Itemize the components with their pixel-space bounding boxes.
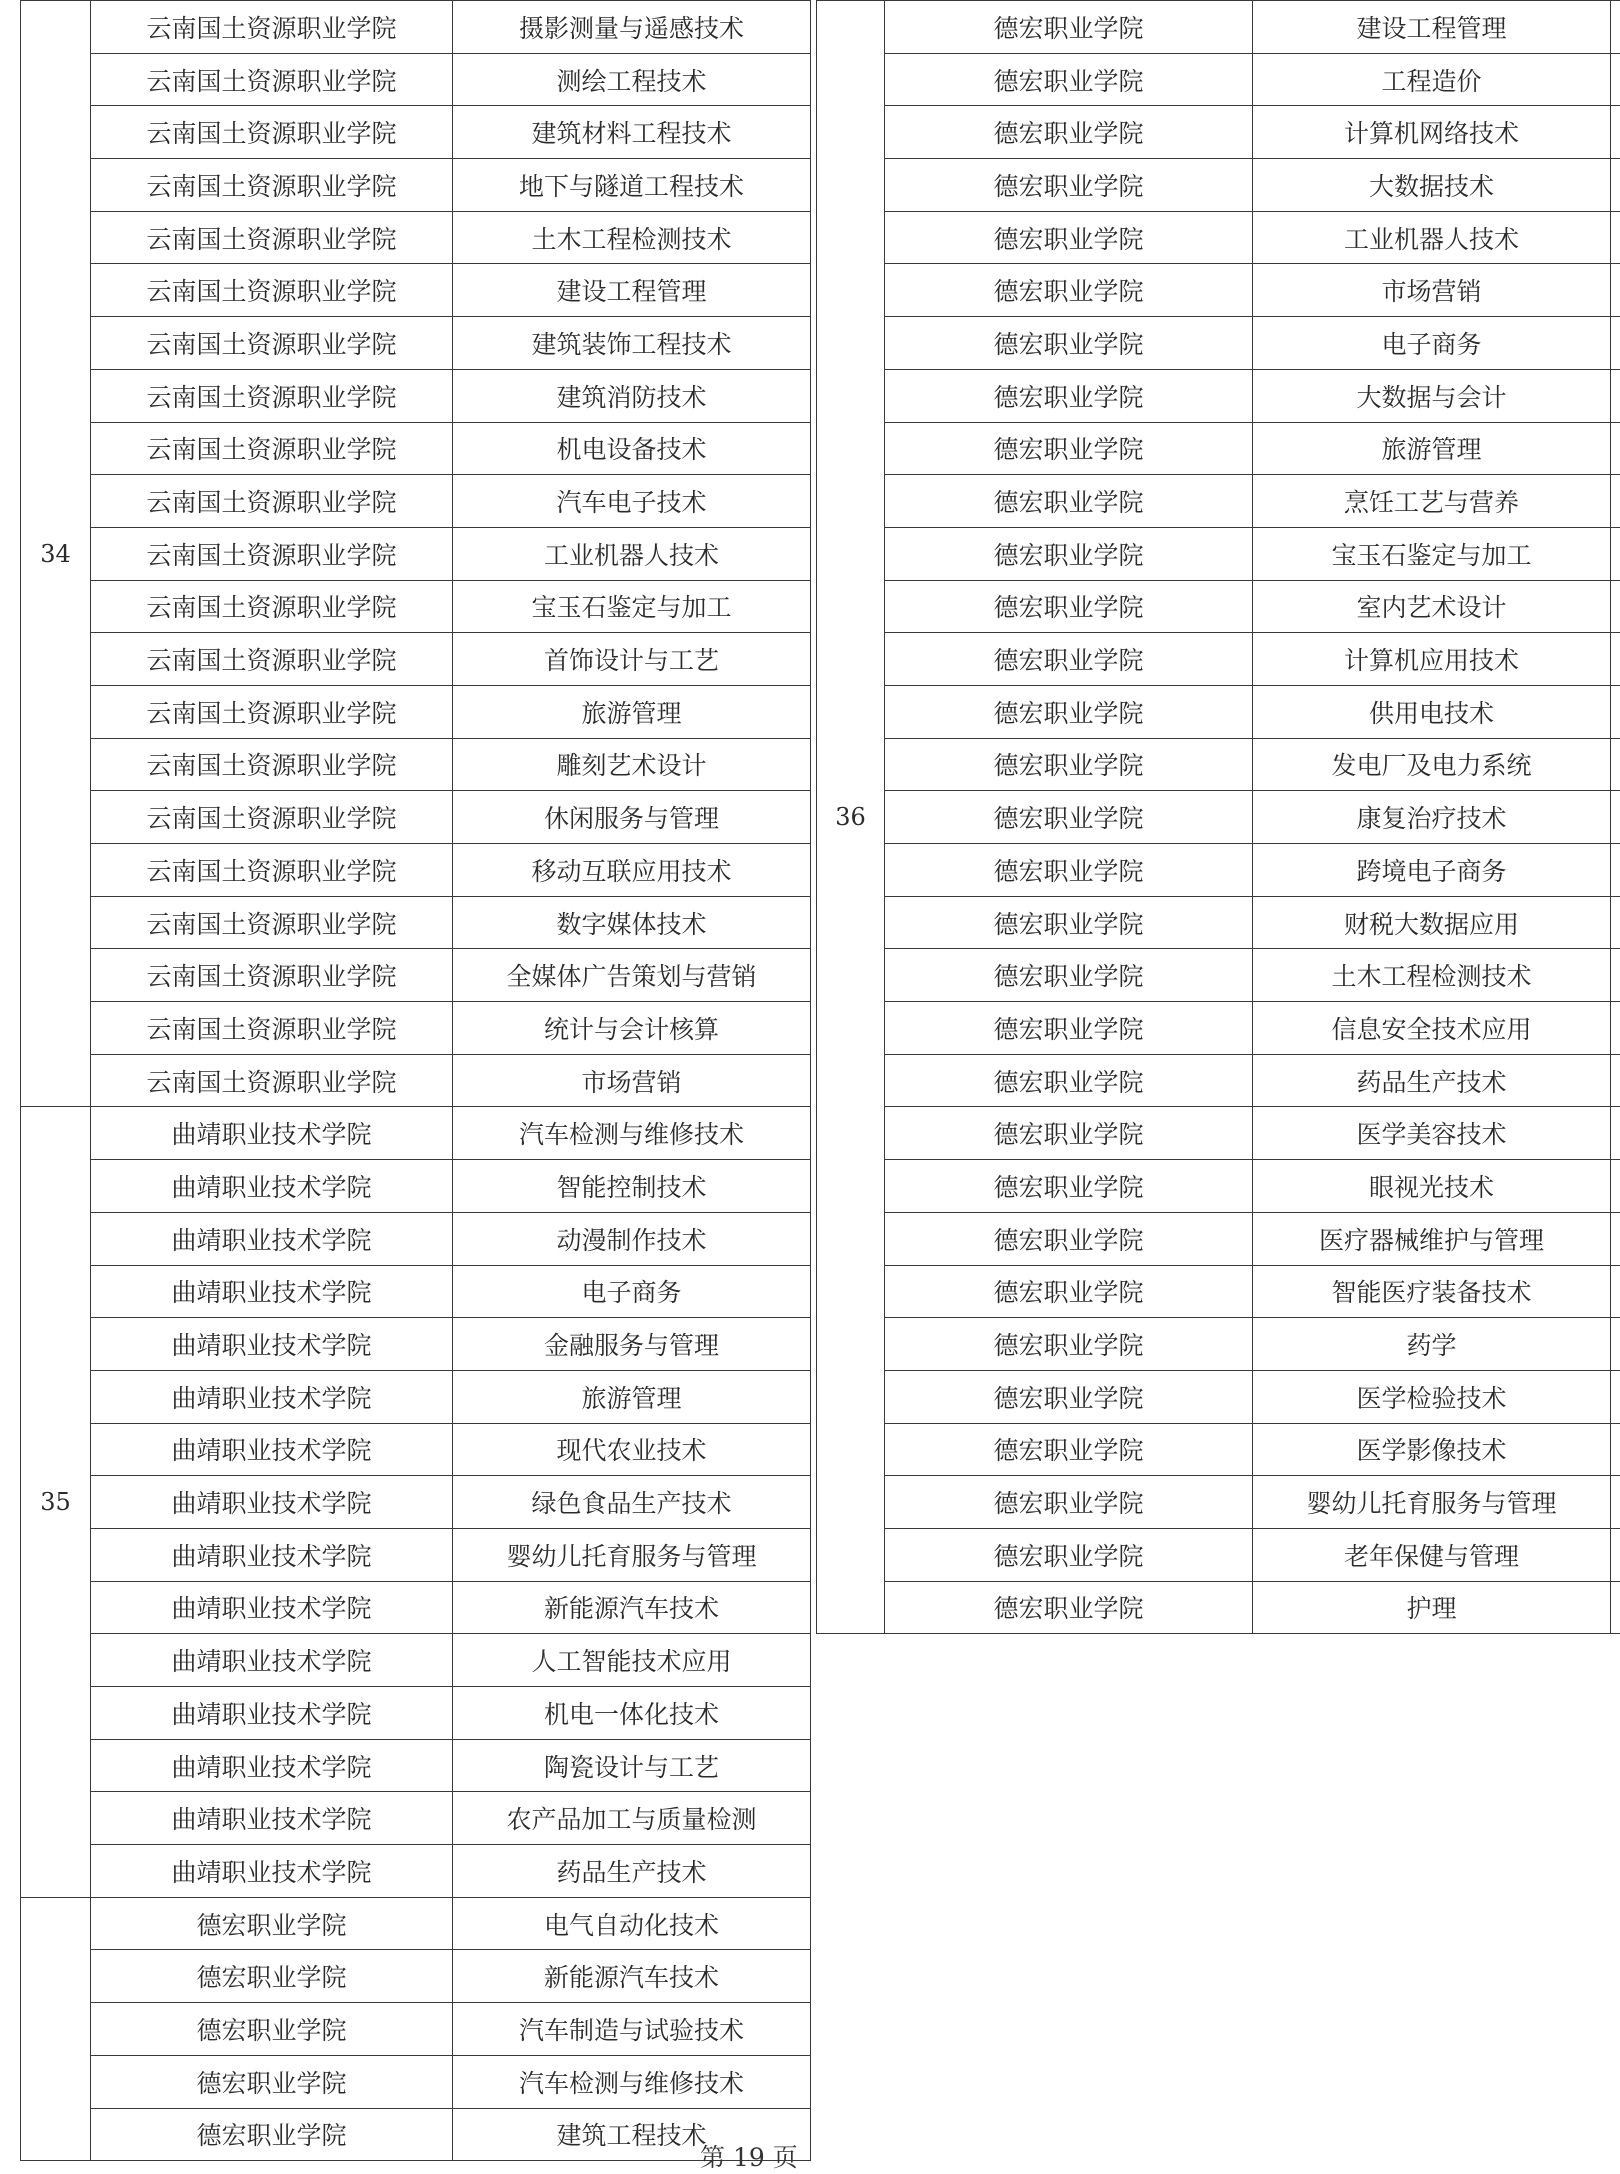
empty-cell bbox=[1611, 949, 1620, 1002]
major-cell: 护理 bbox=[1253, 1581, 1611, 1634]
table-row bbox=[21, 1845, 811, 1898]
college-cell: 曲靖职业技术学院 bbox=[91, 1792, 453, 1845]
college-cell: 德宏职业学院 bbox=[885, 422, 1253, 475]
major-cell: 金融服务与管理 bbox=[453, 1318, 811, 1371]
group-number-cell: 36 bbox=[817, 1, 885, 1634]
college-cell: 德宏职业学院 bbox=[885, 1476, 1253, 1529]
college-cell: 德宏职业学院 bbox=[885, 475, 1253, 528]
table-row bbox=[817, 1, 1620, 54]
table-row bbox=[21, 317, 811, 370]
table-row bbox=[21, 475, 811, 528]
major-cell: 医疗器械维护与管理 bbox=[1253, 1212, 1611, 1265]
major-cell: 人工智能技术应用 bbox=[453, 1634, 811, 1687]
major-cell: 计算机应用技术 bbox=[1253, 633, 1611, 686]
major-cell: 宝玉石鉴定与加工 bbox=[453, 580, 811, 633]
college-cell: 德宏职业学院 bbox=[885, 896, 1253, 949]
table-row bbox=[817, 1054, 1620, 1107]
major-cell: 烹饪工艺与营养 bbox=[1253, 475, 1611, 528]
major-cell: 休闲服务与管理 bbox=[453, 791, 811, 844]
empty-cell bbox=[1611, 53, 1620, 106]
table-row bbox=[817, 1528, 1620, 1581]
college-cell: 曲靖职业技术学院 bbox=[91, 1845, 453, 1898]
college-cell: 云南国土资源职业学院 bbox=[91, 896, 453, 949]
college-cell: 德宏职业学院 bbox=[885, 1318, 1253, 1371]
empty-cell bbox=[1611, 1581, 1620, 1634]
table-row bbox=[817, 1581, 1620, 1634]
major-cell: 摄影测量与遥感技术 bbox=[453, 1, 811, 54]
college-cell: 曲靖职业技术学院 bbox=[91, 1687, 453, 1740]
table-row bbox=[817, 791, 1620, 844]
college-cell: 云南国土资源职业学院 bbox=[91, 844, 453, 897]
table-row bbox=[817, 422, 1620, 475]
empty-cell bbox=[1611, 422, 1620, 475]
table-row bbox=[21, 685, 811, 738]
table-row bbox=[21, 1, 811, 54]
table-row bbox=[817, 211, 1620, 264]
table-row bbox=[21, 844, 811, 897]
college-cell: 德宏职业学院 bbox=[885, 1265, 1253, 1318]
page-number: 第 19 页 bbox=[700, 2138, 798, 2174]
table-row bbox=[817, 159, 1620, 212]
table-row bbox=[817, 844, 1620, 897]
table-row bbox=[21, 949, 811, 1002]
table-row bbox=[817, 949, 1620, 1002]
major-cell: 眼视光技术 bbox=[1253, 1160, 1611, 1213]
major-cell: 智能医疗装备技术 bbox=[1253, 1265, 1611, 1318]
major-cell: 电子商务 bbox=[1253, 317, 1611, 370]
table-row bbox=[817, 317, 1620, 370]
college-cell: 云南国土资源职业学院 bbox=[91, 1054, 453, 1107]
major-cell: 雕刻艺术设计 bbox=[453, 738, 811, 791]
college-cell: 曲靖职业技术学院 bbox=[91, 1528, 453, 1581]
college-cell: 曲靖职业技术学院 bbox=[91, 1634, 453, 1687]
table-row bbox=[21, 738, 811, 791]
table-row bbox=[21, 106, 811, 159]
college-cell: 云南国土资源职业学院 bbox=[91, 527, 453, 580]
table-row bbox=[817, 475, 1620, 528]
empty-cell bbox=[1611, 106, 1620, 159]
empty-cell bbox=[1611, 1265, 1620, 1318]
college-cell: 德宏职业学院 bbox=[885, 53, 1253, 106]
empty-cell bbox=[1611, 633, 1620, 686]
empty-cell bbox=[1611, 1476, 1620, 1529]
major-cell: 汽车检测与维修技术 bbox=[453, 2055, 811, 2108]
college-cell: 曲靖职业技术学院 bbox=[91, 1370, 453, 1423]
college-cell: 德宏职业学院 bbox=[885, 1054, 1253, 1107]
table-row bbox=[21, 1950, 811, 2003]
table-row bbox=[817, 1160, 1620, 1213]
college-cell: 德宏职业学院 bbox=[91, 2108, 453, 2161]
college-cell: 云南国土资源职业学院 bbox=[91, 580, 453, 633]
major-cell: 新能源汽车技术 bbox=[453, 1581, 811, 1634]
major-cell: 市场营销 bbox=[453, 1054, 811, 1107]
major-cell: 计算机网络技术 bbox=[1253, 106, 1611, 159]
table-row bbox=[21, 53, 811, 106]
college-cell: 云南国土资源职业学院 bbox=[91, 1002, 453, 1055]
major-cell: 建筑装饰工程技术 bbox=[453, 317, 811, 370]
table-row bbox=[21, 1897, 811, 1950]
table-row bbox=[817, 1107, 1620, 1160]
table-row bbox=[21, 1002, 811, 1055]
major-cell: 发电厂及电力系统 bbox=[1253, 738, 1611, 791]
college-cell: 德宏职业学院 bbox=[885, 264, 1253, 317]
college-cell: 德宏职业学院 bbox=[885, 949, 1253, 1002]
table-row bbox=[817, 580, 1620, 633]
major-cell: 陶瓷设计与工艺 bbox=[453, 1739, 811, 1792]
major-cell: 婴幼儿托育服务与管理 bbox=[1253, 1476, 1611, 1529]
college-cell: 德宏职业学院 bbox=[885, 633, 1253, 686]
table-row bbox=[21, 1581, 811, 1634]
table-row bbox=[21, 159, 811, 212]
major-cell: 老年保健与管理 bbox=[1253, 1528, 1611, 1581]
empty-cell bbox=[1611, 527, 1620, 580]
table-row bbox=[817, 1423, 1620, 1476]
college-cell: 云南国土资源职业学院 bbox=[91, 791, 453, 844]
college-cell: 曲靖职业技术学院 bbox=[91, 1476, 453, 1529]
major-cell: 统计与会计核算 bbox=[453, 1002, 811, 1055]
major-cell: 康复治疗技术 bbox=[1253, 791, 1611, 844]
major-cell: 建筑消防技术 bbox=[453, 369, 811, 422]
major-cell: 农产品加工与质量检测 bbox=[453, 1792, 811, 1845]
table-row bbox=[21, 527, 811, 580]
group-number-cell bbox=[21, 1897, 91, 2160]
major-cell: 电气自动化技术 bbox=[453, 1897, 811, 1950]
college-cell: 德宏职业学院 bbox=[885, 159, 1253, 212]
college-cell: 曲靖职业技术学院 bbox=[91, 1581, 453, 1634]
major-cell: 数字媒体技术 bbox=[453, 896, 811, 949]
major-cell: 旅游管理 bbox=[453, 685, 811, 738]
college-cell: 云南国土资源职业学院 bbox=[91, 1, 453, 54]
major-cell: 药学 bbox=[1253, 1318, 1611, 1371]
empty-cell bbox=[1611, 1528, 1620, 1581]
college-cell: 云南国土资源职业学院 bbox=[91, 53, 453, 106]
table-row bbox=[21, 1265, 811, 1318]
major-cell: 建筑工程技术 bbox=[453, 2108, 811, 2161]
major-cell: 药品生产技术 bbox=[453, 1845, 811, 1898]
table-row bbox=[21, 369, 811, 422]
major-cell: 新能源汽车技术 bbox=[453, 1950, 811, 2003]
table-row bbox=[21, 2003, 811, 2056]
college-cell: 云南国土资源职业学院 bbox=[91, 949, 453, 1002]
empty-cell bbox=[1611, 1160, 1620, 1213]
college-cell: 曲靖职业技术学院 bbox=[91, 1107, 453, 1160]
major-cell: 绿色食品生产技术 bbox=[453, 1476, 811, 1529]
major-cell: 建设工程管理 bbox=[1253, 1, 1611, 54]
major-cell: 现代农业技术 bbox=[453, 1423, 811, 1476]
college-cell: 云南国土资源职业学院 bbox=[91, 633, 453, 686]
college-cell: 德宏职业学院 bbox=[885, 844, 1253, 897]
table-row bbox=[817, 53, 1620, 106]
major-cell: 工程造价 bbox=[1253, 53, 1611, 106]
college-cell: 德宏职业学院 bbox=[885, 211, 1253, 264]
major-cell: 建设工程管理 bbox=[453, 264, 811, 317]
major-cell: 医学检验技术 bbox=[1253, 1370, 1611, 1423]
table-row bbox=[21, 1318, 811, 1371]
major-cell: 智能控制技术 bbox=[453, 1160, 811, 1213]
table-row bbox=[21, 2055, 811, 2108]
table-row bbox=[817, 685, 1620, 738]
major-cell: 婴幼儿托育服务与管理 bbox=[453, 1528, 811, 1581]
college-cell: 云南国土资源职业学院 bbox=[91, 685, 453, 738]
major-cell: 汽车检测与维修技术 bbox=[453, 1107, 811, 1160]
college-cell: 德宏职业学院 bbox=[885, 369, 1253, 422]
college-cell: 曲靖职业技术学院 bbox=[91, 1265, 453, 1318]
college-cell: 德宏职业学院 bbox=[91, 1897, 453, 1950]
table-row bbox=[817, 738, 1620, 791]
empty-cell bbox=[1611, 369, 1620, 422]
table-row bbox=[21, 1160, 811, 1213]
major-cell: 医学美容技术 bbox=[1253, 1107, 1611, 1160]
major-cell: 全媒体广告策划与营销 bbox=[453, 949, 811, 1002]
college-cell: 曲靖职业技术学院 bbox=[91, 1423, 453, 1476]
college-cell: 云南国土资源职业学院 bbox=[91, 369, 453, 422]
left-table-body bbox=[21, 1, 811, 2161]
empty-cell bbox=[1611, 844, 1620, 897]
major-cell: 动漫制作技术 bbox=[453, 1212, 811, 1265]
major-cell: 建筑材料工程技术 bbox=[453, 106, 811, 159]
empty-cell bbox=[1611, 685, 1620, 738]
college-cell: 德宏职业学院 bbox=[885, 317, 1253, 370]
college-cell: 德宏职业学院 bbox=[885, 738, 1253, 791]
empty-cell bbox=[1611, 317, 1620, 370]
right-table-body bbox=[817, 1, 1620, 1634]
college-cell: 德宏职业学院 bbox=[885, 106, 1253, 159]
empty-cell bbox=[1611, 1107, 1620, 1160]
table-row bbox=[817, 1002, 1620, 1055]
college-cell: 德宏职业学院 bbox=[885, 1423, 1253, 1476]
major-cell: 土木工程检测技术 bbox=[1253, 949, 1611, 1002]
empty-cell bbox=[1611, 264, 1620, 317]
college-cell: 曲靖职业技术学院 bbox=[91, 1318, 453, 1371]
table-row bbox=[817, 633, 1620, 686]
empty-cell bbox=[1611, 1212, 1620, 1265]
college-cell: 德宏职业学院 bbox=[885, 791, 1253, 844]
major-cell: 移动互联应用技术 bbox=[453, 844, 811, 897]
college-cell: 云南国土资源职业学院 bbox=[91, 738, 453, 791]
empty-cell bbox=[1611, 211, 1620, 264]
table-row bbox=[21, 633, 811, 686]
table-row bbox=[817, 527, 1620, 580]
college-cell: 德宏职业学院 bbox=[885, 1107, 1253, 1160]
college-cell: 德宏职业学院 bbox=[885, 1370, 1253, 1423]
empty-cell bbox=[1611, 1, 1620, 54]
major-cell: 工业机器人技术 bbox=[1253, 211, 1611, 264]
table-row bbox=[817, 1476, 1620, 1529]
table-row bbox=[21, 791, 811, 844]
empty-cell bbox=[1611, 475, 1620, 528]
college-cell: 云南国土资源职业学院 bbox=[91, 106, 453, 159]
college-cell: 云南国土资源职业学院 bbox=[91, 211, 453, 264]
table-row bbox=[21, 1370, 811, 1423]
table-row bbox=[21, 1054, 811, 1107]
empty-cell bbox=[1611, 1370, 1620, 1423]
empty-cell bbox=[1611, 791, 1620, 844]
major-cell: 室内艺术设计 bbox=[1253, 580, 1611, 633]
empty-cell bbox=[1611, 1423, 1620, 1476]
table-row bbox=[21, 1739, 811, 1792]
college-cell: 德宏职业学院 bbox=[885, 580, 1253, 633]
college-cell: 德宏职业学院 bbox=[91, 2055, 453, 2108]
college-cell: 德宏职业学院 bbox=[885, 1581, 1253, 1634]
major-cell: 土木工程检测技术 bbox=[453, 211, 811, 264]
major-cell: 首饰设计与工艺 bbox=[453, 633, 811, 686]
college-cell: 德宏职业学院 bbox=[91, 2003, 453, 2056]
college-cell: 德宏职业学院 bbox=[885, 1212, 1253, 1265]
major-cell: 大数据与会计 bbox=[1253, 369, 1611, 422]
table-row bbox=[21, 1528, 811, 1581]
table-row bbox=[817, 896, 1620, 949]
college-cell: 曲靖职业技术学院 bbox=[91, 1739, 453, 1792]
college-cell: 德宏职业学院 bbox=[885, 1528, 1253, 1581]
empty-cell bbox=[1611, 1054, 1620, 1107]
college-cell: 德宏职业学院 bbox=[885, 685, 1253, 738]
major-cell: 市场营销 bbox=[1253, 264, 1611, 317]
table-row bbox=[817, 1318, 1620, 1371]
major-cell: 机电设备技术 bbox=[453, 422, 811, 475]
table-row bbox=[817, 369, 1620, 422]
major-cell: 大数据技术 bbox=[1253, 159, 1611, 212]
empty-cell bbox=[1611, 580, 1620, 633]
table-row bbox=[817, 1212, 1620, 1265]
table-row bbox=[21, 896, 811, 949]
group-number-cell: 35 bbox=[21, 1107, 91, 1897]
empty-cell bbox=[1611, 159, 1620, 212]
table-row bbox=[21, 1423, 811, 1476]
table-row bbox=[21, 211, 811, 264]
empty-cell bbox=[1611, 1002, 1620, 1055]
major-cell: 跨境电子商务 bbox=[1253, 844, 1611, 897]
major-cell: 药品生产技术 bbox=[1253, 1054, 1611, 1107]
college-cell: 云南国土资源职业学院 bbox=[91, 264, 453, 317]
table-row bbox=[21, 1792, 811, 1845]
major-cell: 财税大数据应用 bbox=[1253, 896, 1611, 949]
college-cell: 德宏职业学院 bbox=[885, 1, 1253, 54]
table-row bbox=[817, 1265, 1620, 1318]
major-cell: 医学影像技术 bbox=[1253, 1423, 1611, 1476]
table-row bbox=[21, 1687, 811, 1740]
major-cell: 旅游管理 bbox=[1253, 422, 1611, 475]
college-cell: 德宏职业学院 bbox=[885, 1160, 1253, 1213]
major-cell: 电子商务 bbox=[453, 1265, 811, 1318]
major-cell: 汽车制造与试验技术 bbox=[453, 2003, 811, 2056]
table-row bbox=[21, 1634, 811, 1687]
major-cell: 旅游管理 bbox=[453, 1370, 811, 1423]
table-row bbox=[21, 422, 811, 475]
major-cell: 地下与隧道工程技术 bbox=[453, 159, 811, 212]
major-cell: 供用电技术 bbox=[1253, 685, 1611, 738]
major-cell: 工业机器人技术 bbox=[453, 527, 811, 580]
left-table bbox=[20, 0, 811, 2161]
empty-cell bbox=[1611, 896, 1620, 949]
table-row bbox=[21, 264, 811, 317]
table-row bbox=[21, 2108, 811, 2161]
table-row bbox=[21, 1212, 811, 1265]
group-number-cell: 34 bbox=[21, 1, 91, 1107]
table-row bbox=[21, 1107, 811, 1160]
college-cell: 曲靖职业技术学院 bbox=[91, 1160, 453, 1213]
major-cell: 信息安全技术应用 bbox=[1253, 1002, 1611, 1055]
table-row bbox=[817, 1370, 1620, 1423]
empty-cell bbox=[1611, 1318, 1620, 1371]
college-cell: 云南国土资源职业学院 bbox=[91, 159, 453, 212]
college-cell: 云南国土资源职业学院 bbox=[91, 475, 453, 528]
college-cell: 德宏职业学院 bbox=[885, 1002, 1253, 1055]
college-cell: 德宏职业学院 bbox=[885, 527, 1253, 580]
college-cell: 曲靖职业技术学院 bbox=[91, 1212, 453, 1265]
table-row bbox=[817, 264, 1620, 317]
major-cell: 测绘工程技术 bbox=[453, 53, 811, 106]
right-table bbox=[816, 0, 1620, 1634]
empty-cell bbox=[1611, 738, 1620, 791]
major-cell: 宝玉石鉴定与加工 bbox=[1253, 527, 1611, 580]
table-row bbox=[21, 580, 811, 633]
college-cell: 云南国土资源职业学院 bbox=[91, 422, 453, 475]
table-row bbox=[21, 1476, 811, 1529]
college-cell: 德宏职业学院 bbox=[91, 1950, 453, 2003]
college-cell: 云南国土资源职业学院 bbox=[91, 317, 453, 370]
major-cell: 汽车电子技术 bbox=[453, 475, 811, 528]
table-row bbox=[817, 106, 1620, 159]
major-cell: 机电一体化技术 bbox=[453, 1687, 811, 1740]
